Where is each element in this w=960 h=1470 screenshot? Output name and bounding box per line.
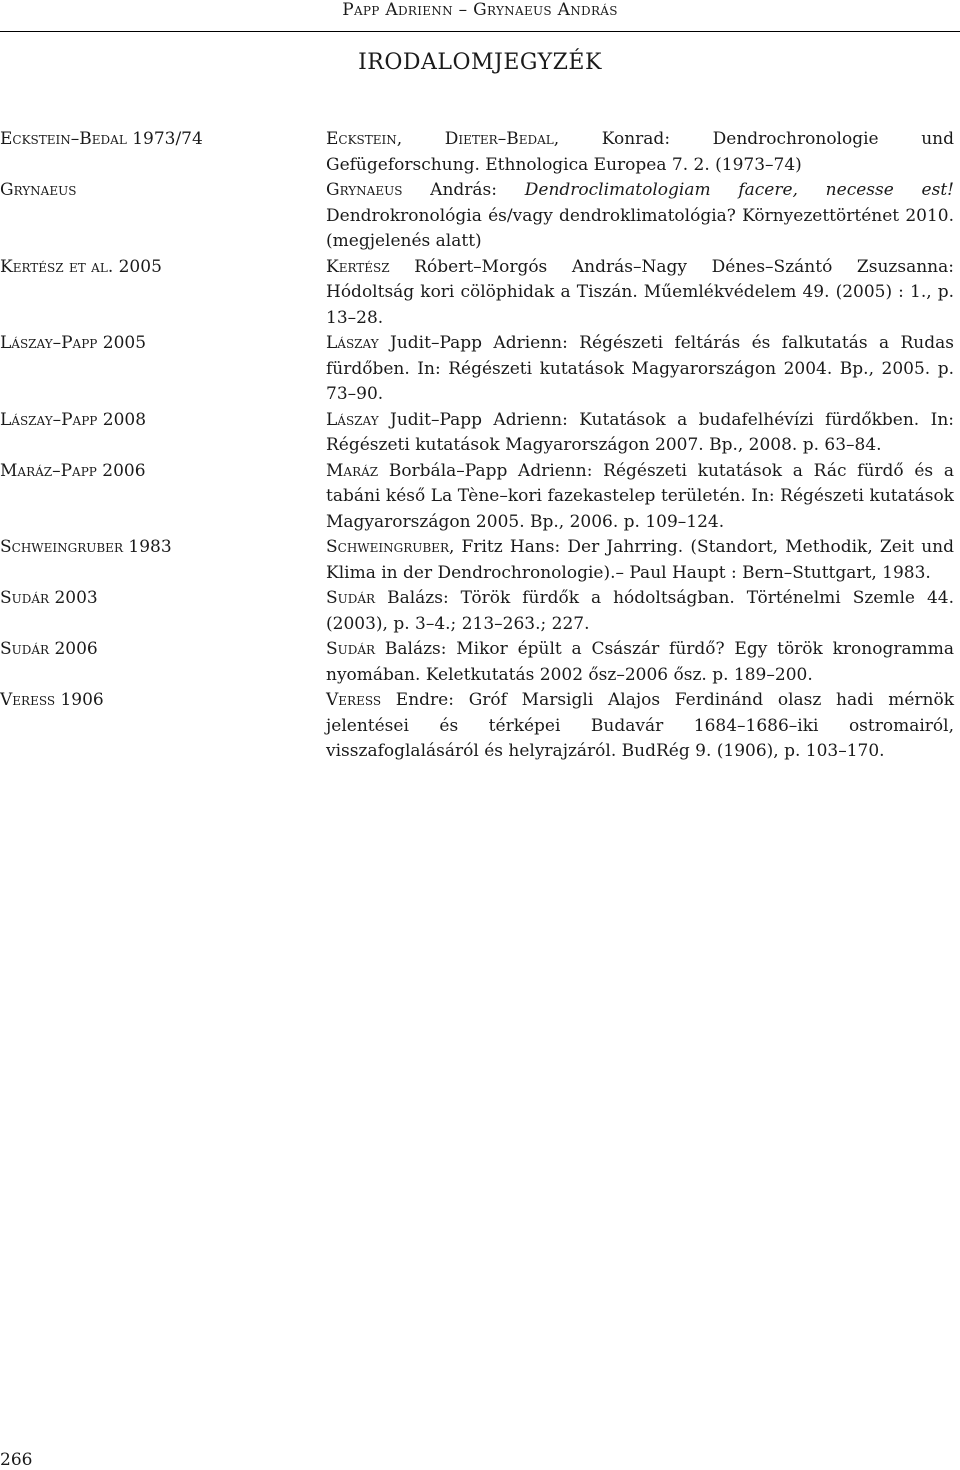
entry-text: Róbert–Morgós András–Nagy Dénes–Szántó Zsuzsanna: Hódoltság kori cölöphidak a Tiszán. Műemlékvédelem 49. (2005) : 1., p. 13–28.: [326, 256, 954, 328]
bibliography-entry: [0, 178, 960, 255]
entry-key: Sudár 2003: [0, 588, 98, 608]
entry-text: Endre: Gróf Marsigli Alajos Ferdinánd olasz hadi mérnök jelentései és térképei Budavár 1684–1686–iki ostromairól, visszafoglalásáról és helyrajzáról. BudRég 9. (1906), p. 103–170.: [326, 690, 954, 761]
entry-reference: [326, 459, 954, 536]
entry-text-tail: Dendrokronológia és/vagy dendroklimatológia? Környezettörténet 2010. (megjelenés alatt): [326, 205, 954, 251]
entry-authors: Maráz: [326, 460, 379, 481]
entry-key: Kertész et al. 2005: [0, 256, 162, 277]
entry-key: Lászay–Papp 2005: [0, 333, 147, 353]
page-number: 266: [0, 1450, 33, 1470]
bibliography-entry: [0, 688, 960, 765]
entry-authors: Kertész: [326, 256, 390, 277]
entry-text: , Fritz Hans: Der Jahrring. (Standort, Methodik, Zeit und Klima in der Dendrochronologie).– Paul Haupt : Bern–Stuttgart, 1983.: [326, 537, 954, 583]
entry-authors: Veress: [326, 690, 382, 710]
entry-reference: [326, 586, 954, 637]
entry-authors: Eckstein, Dieter–Bedal: [326, 129, 554, 149]
entry-reference: [326, 331, 954, 408]
entry-key: Schweingruber 1983: [0, 537, 172, 557]
entry-text: Balázs: Mikor épült a Császár fürdő? Egy török kronogramma nyomában. Keletkutatás 2002 ősz–2006 ősz. p. 189–200.: [326, 639, 954, 685]
entry-italic-title: Dendroclimatologiam facere, necesse est!: [524, 180, 954, 200]
entry-reference: [326, 127, 954, 178]
bibliography-entry: [0, 535, 960, 586]
bibliography-entry: [0, 331, 960, 408]
entry-text: Judit–Papp Adrienn: Régészeti feltárás és falkutatás a Rudas fürdőben. In: Régészeti kutatások Magyarországon 2004. Bp., 2005. p. 73–90.: [326, 333, 954, 404]
bibliography-entry: [0, 255, 960, 332]
bibliography-entry: [0, 408, 960, 459]
entry-authors: Sudár: [326, 639, 376, 659]
entry-key: Grynaeus: [0, 180, 77, 200]
entry-text: Judit–Papp Adrienn: Kutatások a budafelhévízi fürdőkben. In: Régészeti kutatások Magyarországon 2007. Bp., 2008. p. 63–84.: [326, 409, 954, 455]
entry-key: Veress 1906: [0, 690, 104, 710]
entry-authors: Lászay: [326, 409, 379, 430]
bibliography-entry: [0, 637, 960, 688]
entry-text: András:: [402, 180, 525, 200]
entry-key: Lászay–Papp 2008: [0, 409, 147, 430]
bibliography-entry: [0, 586, 960, 637]
entry-reference: [326, 255, 954, 332]
entry-key: Maráz–Papp 2006: [0, 460, 146, 481]
entry-reference: [326, 637, 954, 688]
entry-reference: [326, 408, 954, 459]
entry-authors: Sudár: [326, 588, 376, 608]
bibliography-list: [0, 127, 960, 765]
entry-authors: Grynaeus: [326, 180, 403, 200]
bibliography-entry: [0, 127, 960, 178]
entry-text: Balázs: Török fürdők a hódoltságban. Történelmi Szemle 44. (2003), p. 3–4.; 213–263.; 227.: [326, 588, 954, 634]
entry-reference: [326, 178, 954, 255]
entry-authors: Schweingruber: [326, 537, 449, 557]
entry-reference: [326, 535, 954, 586]
entry-text: Borbála–Papp Adrienn: Régészeti kutatások a Rác fürdő és a tabáni késő La Tène–kori fazekastelep területén. In: Régészeti kutatások Magyarországon 2005. Bp., 2006. p. 109–124.: [326, 460, 954, 532]
entry-authors: Lászay: [326, 333, 379, 353]
entry-text: , Konrad: Dendrochronologie und Gefügeforschung. Ethnologica Europea 7. 2. (1973–74): [326, 129, 954, 175]
bibliography-entry: [0, 459, 960, 536]
running-head: Papp Adrienn – Grynaeus András: [342, 0, 618, 20]
entry-key: Sudár 2006: [0, 639, 98, 659]
entry-key: Eckstein–Bedal 1973/74: [0, 129, 203, 149]
entry-reference: [326, 688, 954, 765]
section-title: IRODALOMJEGYZÉK: [358, 50, 602, 75]
header-rule: [0, 31, 960, 32]
